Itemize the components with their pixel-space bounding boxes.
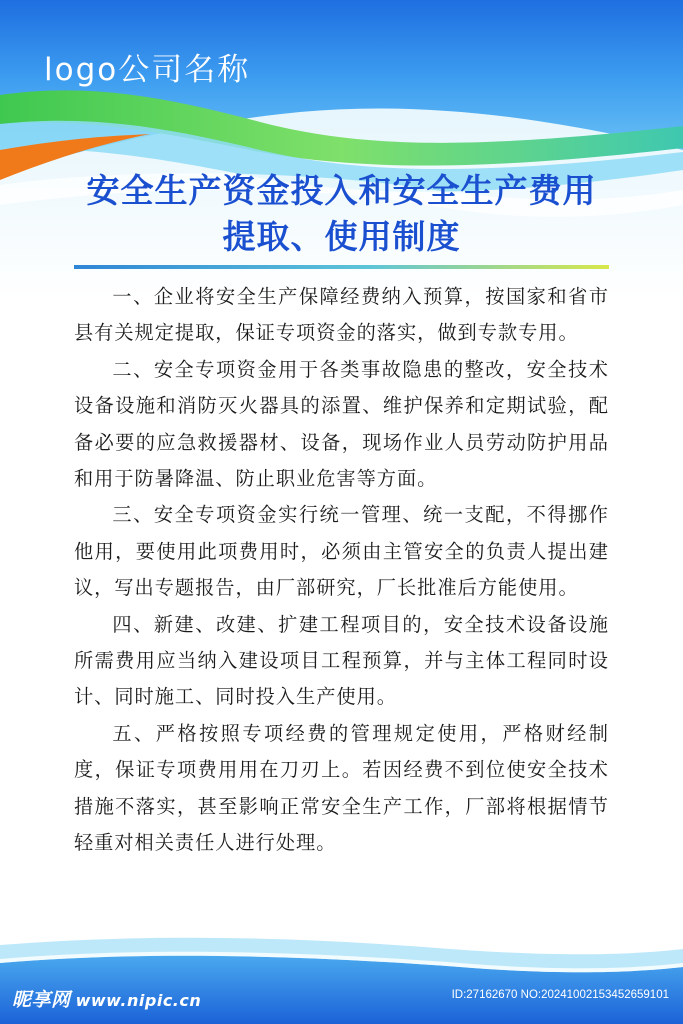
watermark-brand: 昵享网: [12, 989, 71, 1011]
paragraph-5: 五、严格按照专项经费的管理规定使用，严格财经制度，保证专项费用用在刀刃上。若因经费不到位使安全技术措施不落实，甚至影响正常安全生产工作，厂部将根据情节轻重对相关责任人进行处理。: [74, 721, 609, 855]
watermark-id: ID:27162670 NO:20241002153452659101: [451, 989, 669, 1001]
paragraph-2: 二、安全专项资金用于各类事故隐患的整改，安全技术设备设施和消防灭火器具的添置、维护保养和定期试验，配备必要的应急救援器材、设备，现场作业人员劳动防护用品和用于防暑降温、防止职业危害等方面。: [74, 357, 609, 491]
paragraph-4: 四、新建、改建、扩建工程项目的，安全技术设备设施所需费用应当纳入建设项目工程预算，并与主体工程同时设计、同时施工、同时投入生产使用。: [74, 612, 609, 709]
title-line-2: 提取、使用制度: [222, 217, 461, 256]
company-logo-text: logo公司名称: [44, 52, 251, 88]
title-line-1: 安全生产资金投入和安全生产费用: [86, 171, 597, 210]
watermark-site: www.nipic.cn: [75, 991, 202, 1010]
title-divider: [74, 265, 609, 269]
page-title: [40, 168, 643, 260]
paragraph-3: 三、安全专项资金实行统一管理、统一支配，不得挪作他用，要使用此项费用时，必须由主管安全的负责人提出建议，写出专题报告，由厂部研究，厂长批准后方能使用。: [74, 503, 609, 600]
paragraph-1: 一、企业将安全生产保障经费纳入预算，按国家和省市县有关规定提取，保证专项资金的落实，做到专款专用。: [74, 285, 609, 345]
watermark-logo: [12, 985, 212, 1011]
regulation-body: [74, 279, 609, 862]
